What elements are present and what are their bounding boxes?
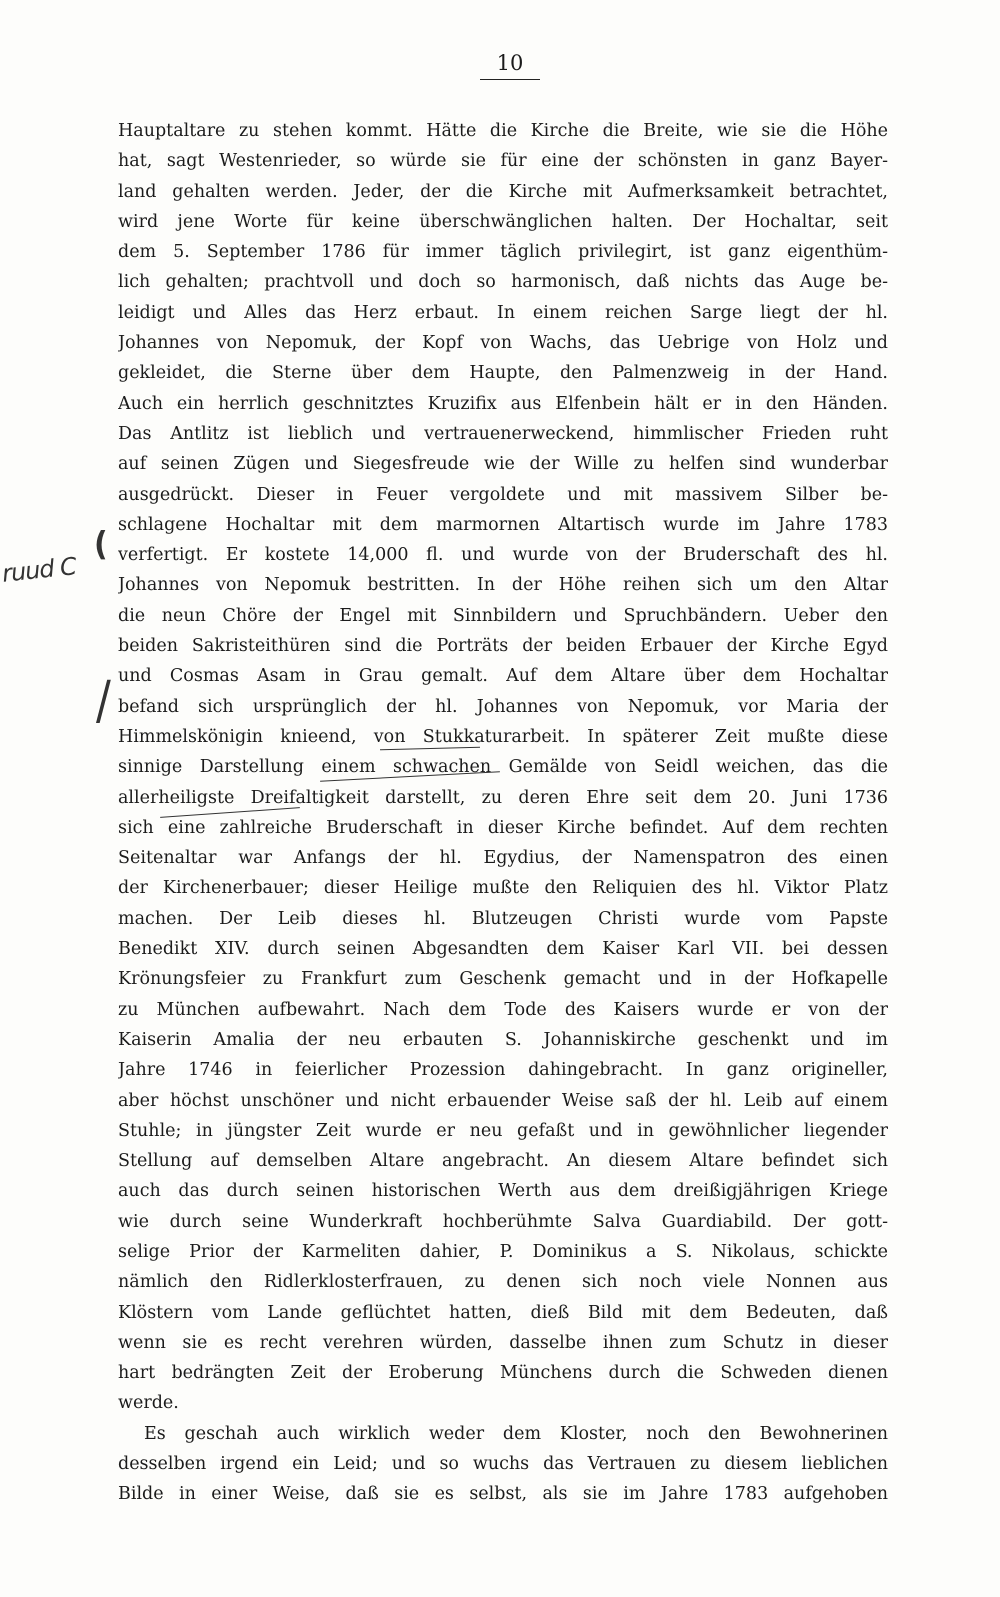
text-line: hat, sagt Westenrieder, so würde sie für eine der schönsten in ganz Bayer- (118, 151, 888, 172)
text-line: wird jene Worte für keine überschwänglichen halten. Der Hochaltar, seit (118, 211, 888, 232)
text-line: Stellung auf demselben Altare angebracht. An diesem Altare befindet sich (118, 1151, 888, 1172)
margin-bracket-mark: / (96, 669, 111, 732)
text-line: und Cosmas Asam in Grau gemalt. Auf dem Altare über dem Hochaltar (118, 666, 888, 687)
text-line: verfertigt. Er kostete 14,000 fl. und wurde von der Bruderschaft des hl. (118, 545, 888, 566)
text-line: Himmelskönigin knieend, von Stukkaturarbeit. In späterer Zeit mußte diese (118, 726, 888, 747)
text-line: sich eine zahlreiche Bruderschaft in dieser Kirche befindet. Auf dem rechten (118, 817, 888, 838)
text-line: machen. Der Leib dieses hl. Blutzeugen Christi wurde vom Papste (118, 908, 888, 929)
text-line: Stuhle; in jüngster Zeit wurde er neu gefaßt und in gewöhnlicher liegender (118, 1120, 888, 1141)
text-line: der Kirchenerbauer; dieser Heilige mußte den Reliquien des hl. Viktor Platz (118, 878, 888, 899)
text-line: hart bedrängten Zeit der Eroberung Münchens durch die Schweden dienen (118, 1363, 888, 1384)
text-line: sinnige Darstellung einem schwachen Gemälde von Seidl weichen, das die (118, 757, 888, 778)
text-line: wenn sie es recht verehren würden, dasselbe ihnen zum Schutz in dieser (118, 1332, 888, 1353)
text-line: land gehalten werden. Jeder, der die Kirche mit Aufmerksamkeit betrachtet, (118, 181, 888, 202)
text-line: nämlich den Ridlerklosterfrauen, zu denen sich noch viele Nonnen aus (118, 1272, 888, 1293)
text-line: Krönungsfeier zu Frankfurt zum Geschenk gemacht und in der Hofkapelle (118, 969, 888, 990)
page-number: 10 (480, 52, 540, 80)
text-line: Seitenaltar war Anfangs der hl. Egydius, der Namenspatron des einen (118, 848, 888, 869)
text-line: Johannes von Nepomuk, der Kopf von Wachs, das Uebrige von Holz und (118, 333, 888, 354)
text-line: auf seinen Zügen und Siegesfreude wie der Wille zu helfen sind wunderbar (118, 454, 888, 475)
text-line: beiden Sakristeithüren sind die Porträts der beiden Erbauer der Kirche Egyd (118, 636, 888, 657)
text-line: Benedikt XIV. durch seinen Abgesandten dem Kaiser Karl VII. bei dessen (118, 939, 888, 960)
text-line: die neun Chöre der Engel mit Sinnbildern und Spruchbändern. Ueber den (118, 605, 888, 626)
text-line: auch das durch seinen historischen Werth aus dem dreißigjährigen Kriege (118, 1181, 888, 1202)
text-line: Das Antlitz ist lieblich und vertrauenerweckend, himmlischer Frieden ruht (118, 423, 888, 444)
text-line: selige Prior der Karmeliten dahier, P. Dominikus a S. Nikolaus, schickte (118, 1241, 888, 1262)
text-line: wie durch seine Wunderkraft hochberühmte Salva Guardiabild. Der gott- (118, 1211, 888, 1232)
text-line: Klöstern vom Lande geflüchtet hatten, dieß Bild mit dem Bedeuten, daß (118, 1302, 888, 1323)
text-line: lich gehalten; prachtvoll und doch so harmonisch, daß nichts das Auge be- (118, 272, 888, 293)
text-line: schlagene Hochaltar mit dem marmornen Altartisch wurde im Jahre 1783 (118, 514, 888, 535)
margin-handwritten-note: ruud C (0, 552, 78, 588)
text-line: Hauptaltare zu stehen kommt. Hätte die Kirche die Breite, wie sie die Höhe (118, 121, 888, 141)
text-line: werde. (118, 1393, 179, 1414)
text-line: Johannes von Nepomuk bestritten. In der Höhe reihen sich um den Altar (118, 575, 888, 596)
text-line: Kaiserin Amalia der neu erbauten S. Johanniskirche geschenkt und im (118, 1029, 888, 1050)
text-line: allerheiligste Dreifaltigkeit darstellt, zu deren Ehre seit dem 20. Juni 1736 (118, 787, 888, 808)
body-text (118, 116, 888, 1510)
text-line: aber höchst unschöner und nicht erbauender Weise saß der hl. Leib auf einem (118, 1090, 888, 1111)
text-line: desselben irgend ein Leid; und so wuchs das Vertrauen zu diesem lieblichen (118, 1454, 888, 1475)
text-line: ausgedrückt. Dieser in Feuer vergoldete und mit massivem Silber be- (118, 484, 888, 505)
text-line: gekleidet, die Sterne über dem Haupte, den Palmenzweig in der Hand. (118, 363, 888, 384)
text-line: zu München aufbewahrt. Nach dem Tode des Kaisers wurde er von der (118, 999, 888, 1020)
text-line: leidigt und Alles das Herz erbaut. In einem reichen Sarge liegt der hl. (118, 302, 888, 323)
text-line: Auch ein herrlich geschnitztes Kruzifix aus Elfenbein hält er in den Händen. (118, 393, 888, 414)
text-line: Bilde in einer Weise, daß sie es selbst, als sie im Jahre 1783 aufgehoben (118, 1484, 888, 1505)
text-line: Es geschah auch wirklich weder dem Kloster, noch den Bewohnerinen (144, 1423, 888, 1444)
margin-bracket-mark: ( (94, 525, 108, 564)
text-line: Jahre 1746 in feierlicher Prozession dahingebracht. In ganz origineller, (118, 1060, 888, 1081)
text-line: dem 5. September 1786 für immer täglich privilegirt, ist ganz eigenthüm- (118, 242, 888, 263)
text-line: befand sich ursprünglich der hl. Johannes von Nepomuk, vor Maria der (118, 696, 888, 717)
